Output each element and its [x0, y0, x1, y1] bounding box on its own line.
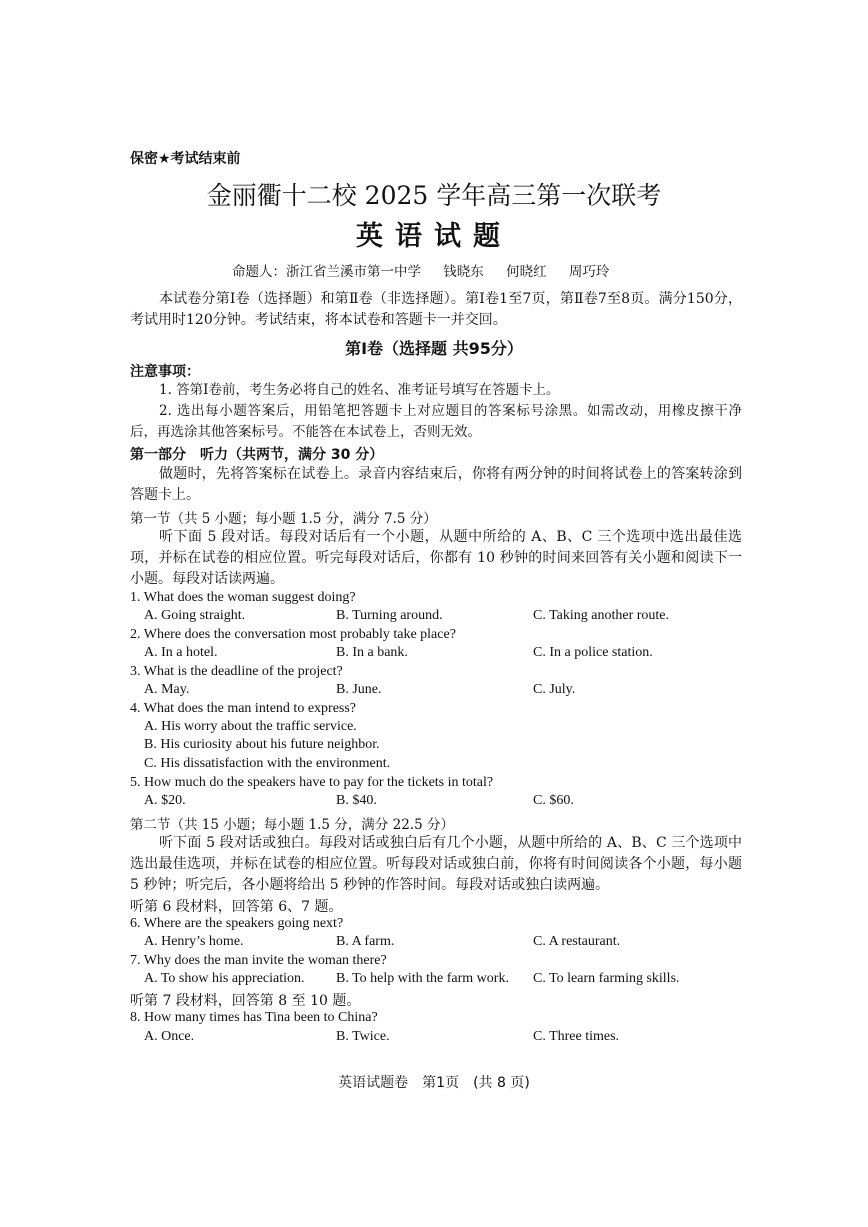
- note-item: 2. 选出每小题答案后，用铅笔把答题卡上对应题目的答案标号涂黑。如需改动，用橡皮擦干净后，再选涂其他答案标号。不能答在本试卷上，否则无效。: [130, 403, 742, 440]
- section-b-heading: 第二节（共 15 小题；每小题 1.5 分，满分 22.5 分）: [130, 817, 454, 833]
- question-2: 2. Where does the conversation most probably take place?: [130, 627, 456, 642]
- option-b: B. Turning around.: [336, 608, 443, 623]
- option-a: A. $20.: [144, 793, 186, 808]
- option-b: B. June.: [336, 682, 382, 697]
- question-4: 4. What does the man intend to express?: [130, 701, 357, 716]
- option-a: A. His worry about the traffic service.: [144, 719, 357, 734]
- confidential-label: 保密★考试结束前: [130, 151, 241, 167]
- option-b: B. In a bank.: [336, 645, 408, 660]
- option-c: C. $60.: [533, 793, 574, 808]
- question-5: 5. How much do the speakers have to pay for the tickets in total?: [130, 775, 494, 790]
- option-b: B. $40.: [336, 793, 377, 808]
- question-3: 3. What is the deadline of the project?: [130, 664, 343, 679]
- question-7: 7. Why does the man invite the woman there?: [130, 953, 387, 968]
- section-a-instruction: 听下面 5 段对话。每段对话后有一个小题，从题中所给的 A、B、C 三个选项中选出最佳选项，并标在试卷的相应位置。听完每段对话后，你都有 10 秒钟的时间来回答有关小题和阅读下一小题。每段对话读两遍。: [130, 529, 742, 587]
- option-b: B. Twice.: [336, 1029, 390, 1044]
- material-7-note: 听第 7 段材料，回答第 8 至 10 题。: [130, 993, 361, 1009]
- author-name: 何晓红: [506, 264, 547, 280]
- note-item: 1. 答第Ⅰ卷前，考生务必将自己的姓名、准考证号填写在答题卡上。: [159, 382, 560, 398]
- option-b: B. A farm.: [336, 934, 395, 949]
- section-b-instruction: 听下面 5 段对话或独白。每段对话或独白后有几个小题，从题中所给的 A、B、C 三个选项中选出最佳选项，并标在试卷的相应位置。听每段对话或独白前，你将有时间阅读各个小题，每小题 5 秒钟；听完后，各小题将给出 5 秒钟的作答时间。每段对话或独白读两遍。: [130, 835, 742, 893]
- material-6-note: 听第 6 段材料，回答第 6、7 题。: [130, 899, 343, 915]
- option-a: A. To show his appreciation.: [144, 971, 305, 986]
- option-b: B. His curiosity about his future neighbor.: [144, 737, 380, 752]
- option-a: A. Going straight.: [144, 608, 246, 623]
- option-a: A. Henry’s home.: [144, 934, 244, 949]
- authors-line: [232, 260, 627, 280]
- question-1: 1. What does the woman suggest doing?: [130, 590, 356, 605]
- option-a: A. In a hotel.: [144, 645, 218, 660]
- question-8: 8. How many times has Tina been to China?: [130, 1010, 378, 1025]
- author-name: 钱晓东: [443, 264, 484, 280]
- option-a: A. May.: [144, 682, 190, 697]
- option-b: B. To help with the farm work.: [336, 971, 509, 986]
- option-c: C. A restaurant.: [533, 934, 621, 949]
- section1-title: 第Ⅰ卷（选择题 共95分）: [345, 339, 523, 358]
- subject-title: 英语试题: [356, 221, 512, 252]
- option-c: C. Taking another route.: [533, 608, 670, 623]
- page-footer: 英语试题卷 第1页 (共 8 页): [338, 1075, 530, 1091]
- exam-title: 金丽衢十二校 2025 学年高三第一次联考: [206, 181, 662, 210]
- option-c: C. July.: [533, 682, 576, 697]
- author-name: 周巧玲: [568, 264, 610, 280]
- option-a: A. Once.: [144, 1029, 195, 1044]
- authors-label: 命题人：浙江省兰溪市第一中学: [232, 264, 421, 280]
- part1-instruction: 做题时，先将答案标在试卷上。录音内容结束后，你将有两分钟的时间将试卷上的答案转涂到答题卡上。: [130, 466, 742, 503]
- notes-heading: 注意事项：: [130, 364, 200, 380]
- section-a-heading: 第一节（共 5 小题；每小题 1.5 分，满分 7.5 分）: [130, 511, 437, 527]
- question-6: 6. Where are the speakers going next?: [130, 916, 344, 931]
- intro-paragraph: 本试卷分第Ⅰ卷（选择题）和第Ⅱ卷（非选择题）。第Ⅰ卷1至7页，第Ⅱ卷7至8页。满分150分，考试用时120分钟。考试结束，将本试卷和答题卡一并交回。: [130, 291, 742, 328]
- option-c: C. In a police station.: [533, 645, 653, 660]
- option-c: C. To learn farming skills.: [533, 971, 680, 986]
- option-c: C. Three times.: [533, 1029, 620, 1044]
- option-c: C. His dissatisfaction with the environment.: [144, 756, 391, 771]
- part1-heading: 第一部分 听力（共两节，满分 30 分）: [130, 447, 384, 463]
